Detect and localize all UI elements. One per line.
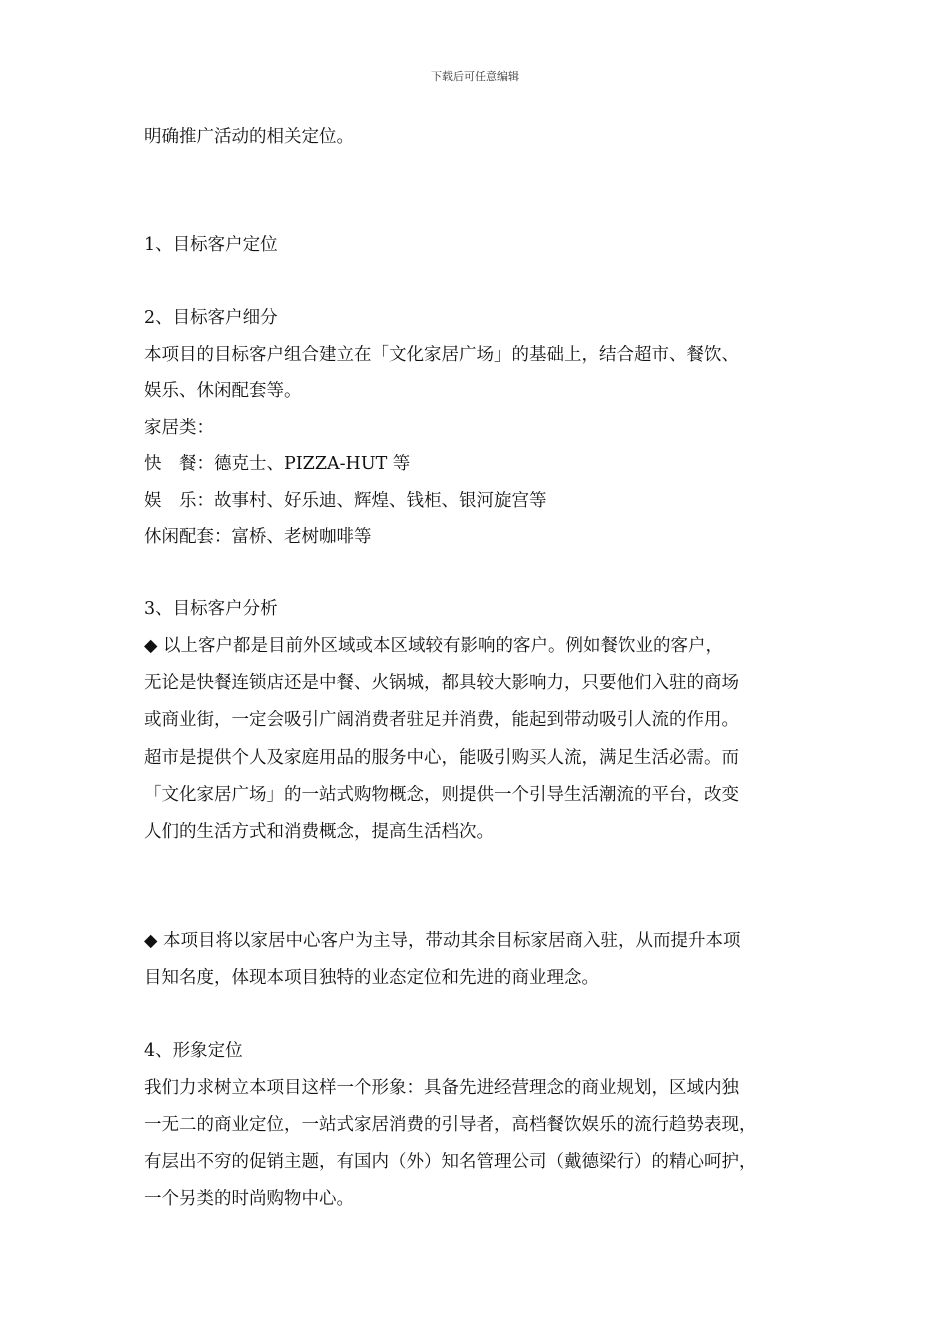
paragraph-line: 无论是快餐连锁店还是中餐、火锅城，都具较大影响力，只要他们入驻的商场 (144, 673, 739, 693)
paragraph-line: 休闲配套：富桥、老树咖啡等 (144, 527, 372, 547)
paragraph-line: 目知名度，体现本项目独特的业态定位和先进的商业理念。 (144, 968, 599, 988)
paragraph-line: 快 餐：德克士、PIZZA-HUT 等 (144, 454, 411, 474)
paragraph-line: 人们的生活方式和消费概念，提高生活档次。 (144, 822, 494, 842)
page-header: 下载后可任意编辑 (431, 70, 519, 83)
paragraph-line: 家居类： (144, 418, 214, 438)
paragraph-line: 有层出不穷的促销主题，有国内（外）知名管理公司（戴德梁行）的精心呵护， (144, 1152, 757, 1172)
paragraph-line: 娱乐、休闲配套等。 (144, 381, 302, 401)
section-heading: 1、目标客户定位 (144, 235, 278, 255)
paragraph-line: 我们力求树立本项目这样一个形象：具备先进经营理念的商业规划，区域内独 (144, 1078, 739, 1098)
paragraph-line: 娱 乐：故事村、好乐迪、辉煌、钱柜、银河旋宫等 (144, 491, 547, 511)
section-heading: 3、目标客户分析 (144, 599, 278, 619)
paragraph-line: 一个另类的时尚购物中心。 (144, 1189, 354, 1209)
section-heading: 4、形象定位 (144, 1041, 243, 1061)
paragraph-line: 超市是提供个人及家庭用品的服务中心，能吸引购买人流，满足生活必需。而 (144, 748, 739, 768)
paragraph-line: 「文化家居广场」的一站式购物概念，则提供一个引导生活潮流的平台，改变 (144, 785, 739, 805)
paragraph-line: 或商业街，一定会吸引广阔消费者驻足并消费，能起到带动吸引人流的作用。 (144, 710, 739, 730)
paragraph-line: ◆ 以上客户都是目前外区域或本区域较有影响的客户。例如餐饮业的客户， (144, 636, 724, 656)
paragraph-line: 一无二的商业定位，一站式家居消费的引导者，高档餐饮娱乐的流行趋势表现， (144, 1115, 757, 1135)
paragraph-line: 明确推广活动的相关定位。 (144, 127, 354, 147)
paragraph-line: ◆ 本项目将以家居中心客户为主导，带动其余目标家居商入驻，从而提升本项 (144, 931, 741, 951)
section-heading: 2、目标客户细分 (144, 308, 278, 328)
paragraph-line: 本项目的目标客户组合建立在「文化家居广场」的基础上，结合超市、餐饮、 (144, 345, 739, 365)
